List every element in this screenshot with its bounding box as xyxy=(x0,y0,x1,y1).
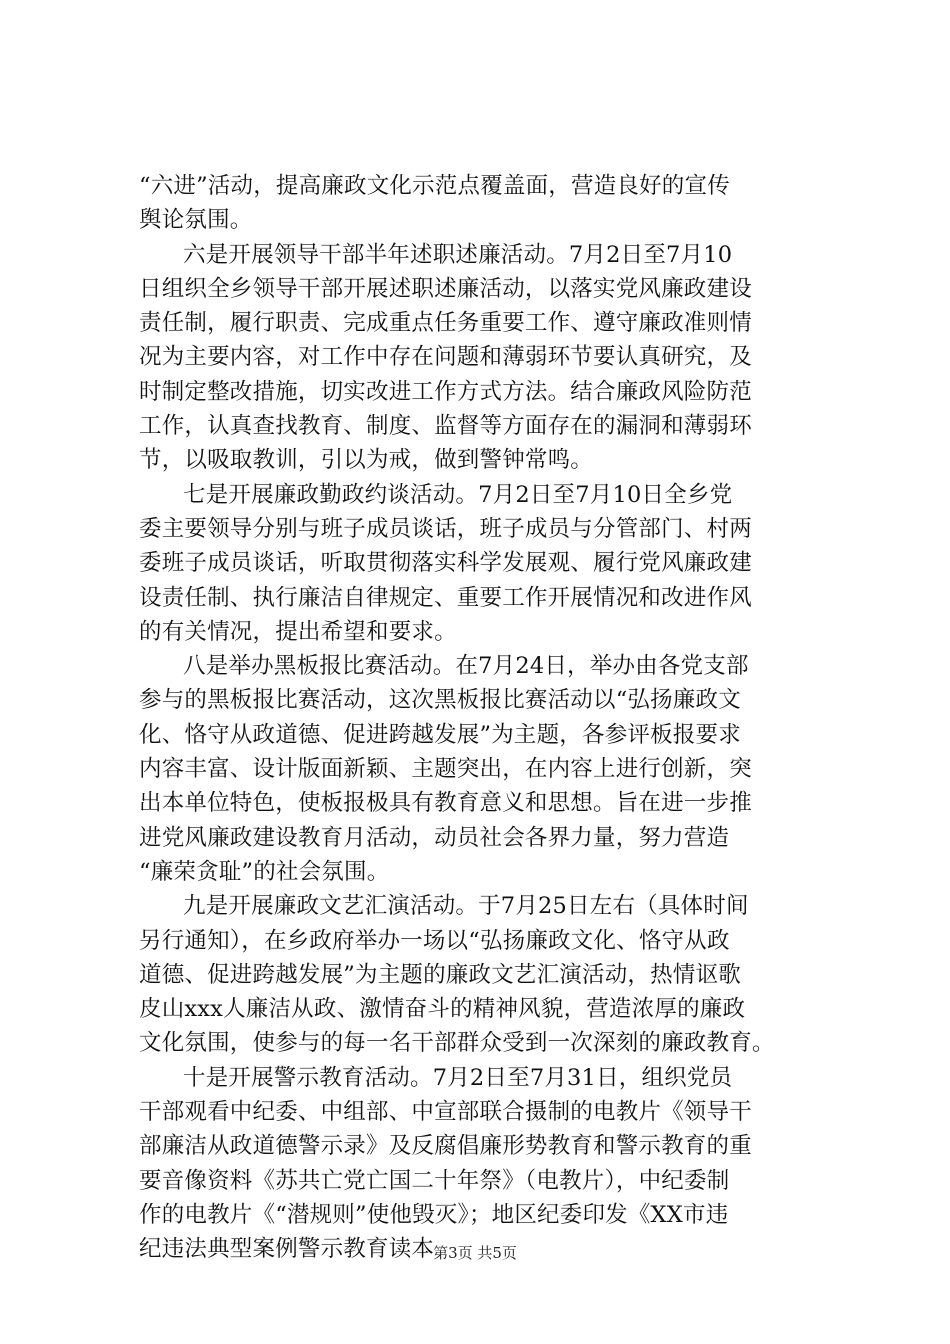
text-line: 道德、促进跨越发展”为主题的廉政文艺汇演活动，热情讴歌 xyxy=(139,961,741,988)
text-line: 节，以吸取教训，引以为戒，做到警钟常鸣。 xyxy=(139,447,594,474)
text-line: 纪违法典型案例警示教育读本 xyxy=(139,1236,435,1263)
text-line: 委班子成员谈话，听取贯彻落实科学发展观、履行党风廉政建 xyxy=(139,550,752,577)
text-line: 的有关情况，提出希望和要求。 xyxy=(139,618,457,645)
text-line: 进党风廉政建设教育月活动，动员社会各界力量，努力营造 xyxy=(139,824,730,851)
text-line: 时制定整改措施，切实改进工作方式方法。结合廉政风险防范 xyxy=(139,378,752,405)
text-line: 文化氛围，使参与的每一名干部群众受到一次深刻的廉政教育。 xyxy=(139,1030,775,1057)
text-line: 部廉洁从政道德警示录》及反腐倡廉形势教育和警示教育的重 xyxy=(139,1133,752,1160)
text-line: 出本单位特色，使板报极具有教育意义和思想。旨在进一步推 xyxy=(139,790,752,817)
text-line: “廉荣贪耻”的社会氛围。 xyxy=(139,858,390,885)
paragraph-start-line: 九是开展廉政文艺汇演活动。于7月25日左右（具体时间 xyxy=(183,893,749,920)
text-line: 设责任制、执行廉洁自律规定、重要工作开展情况和改进作风 xyxy=(139,584,752,611)
text-line: 作的电教片《“潜规则”使他毁灭》；地区纪委印发《XX市违 xyxy=(139,1201,729,1228)
document-body xyxy=(139,169,819,1267)
page-number-footer: 第3页 共5页 xyxy=(433,1244,517,1262)
text-line: 委主要领导分别与班子成员谈话，班子成员与分管部门、村两 xyxy=(139,515,752,542)
paragraph-start-line: 七是开展廉政勤政约谈活动。7月2日至7月10日全乡党 xyxy=(183,481,733,508)
text-line: 舆论氛围。 xyxy=(139,207,253,234)
text-line: 皮山xxx人廉洁从政、激情奋斗的精神风貌，营造浓厚的廉政 xyxy=(139,996,746,1023)
text-line: 另行通知），在乡政府举办一场以“弘扬廉政文化、恪守从政 xyxy=(139,927,730,954)
text-line: 内容丰富、设计版面新颖、主题突出，在内容上进行创新，突 xyxy=(139,756,752,783)
text-line: 责任制，履行职责、完成重点任务重要工作、遵守廉政准则情 xyxy=(139,310,752,337)
text-line: 日组织全乡领导干部开展述职述廉活动，以落实党风廉政建设 xyxy=(139,275,752,302)
text-line: 工作，认真查找教育、制度、监督等方面存在的漏洞和薄弱环 xyxy=(139,413,752,440)
text-line: 要音像资料《苏共亡党亡国二十年祭》（电教片），中纪委制 xyxy=(139,1167,730,1194)
paragraph-start-line: 八是举办黑板报比赛活动。在7月24日，举办由各党支部 xyxy=(183,653,749,680)
paragraph-start-line: 六是开展领导干部半年述职述廉活动。7月2日至7月10 xyxy=(183,241,733,268)
paragraph-start-line: 十是开展警示教育活动。7月2日至7月31日，组织党员 xyxy=(183,1064,733,1091)
text-line: 况为主要内容，对工作中存在问题和薄弱环节要认真研究，及 xyxy=(139,344,752,371)
text-line: 参与的黑板报比赛活动，这次黑板报比赛活动以“弘扬廉政文 xyxy=(139,687,741,714)
text-line: 干部观看中纪委、中组部、中宣部联合摄制的电教片《领导干 xyxy=(139,1099,752,1126)
text-line: 化、恪守从政道德、促进跨越发展”为主题，各参评板报要求 xyxy=(139,721,741,748)
text-line: “六进”活动，提高廉政文化示范点覆盖面，营造良好的宣传 xyxy=(139,173,730,199)
